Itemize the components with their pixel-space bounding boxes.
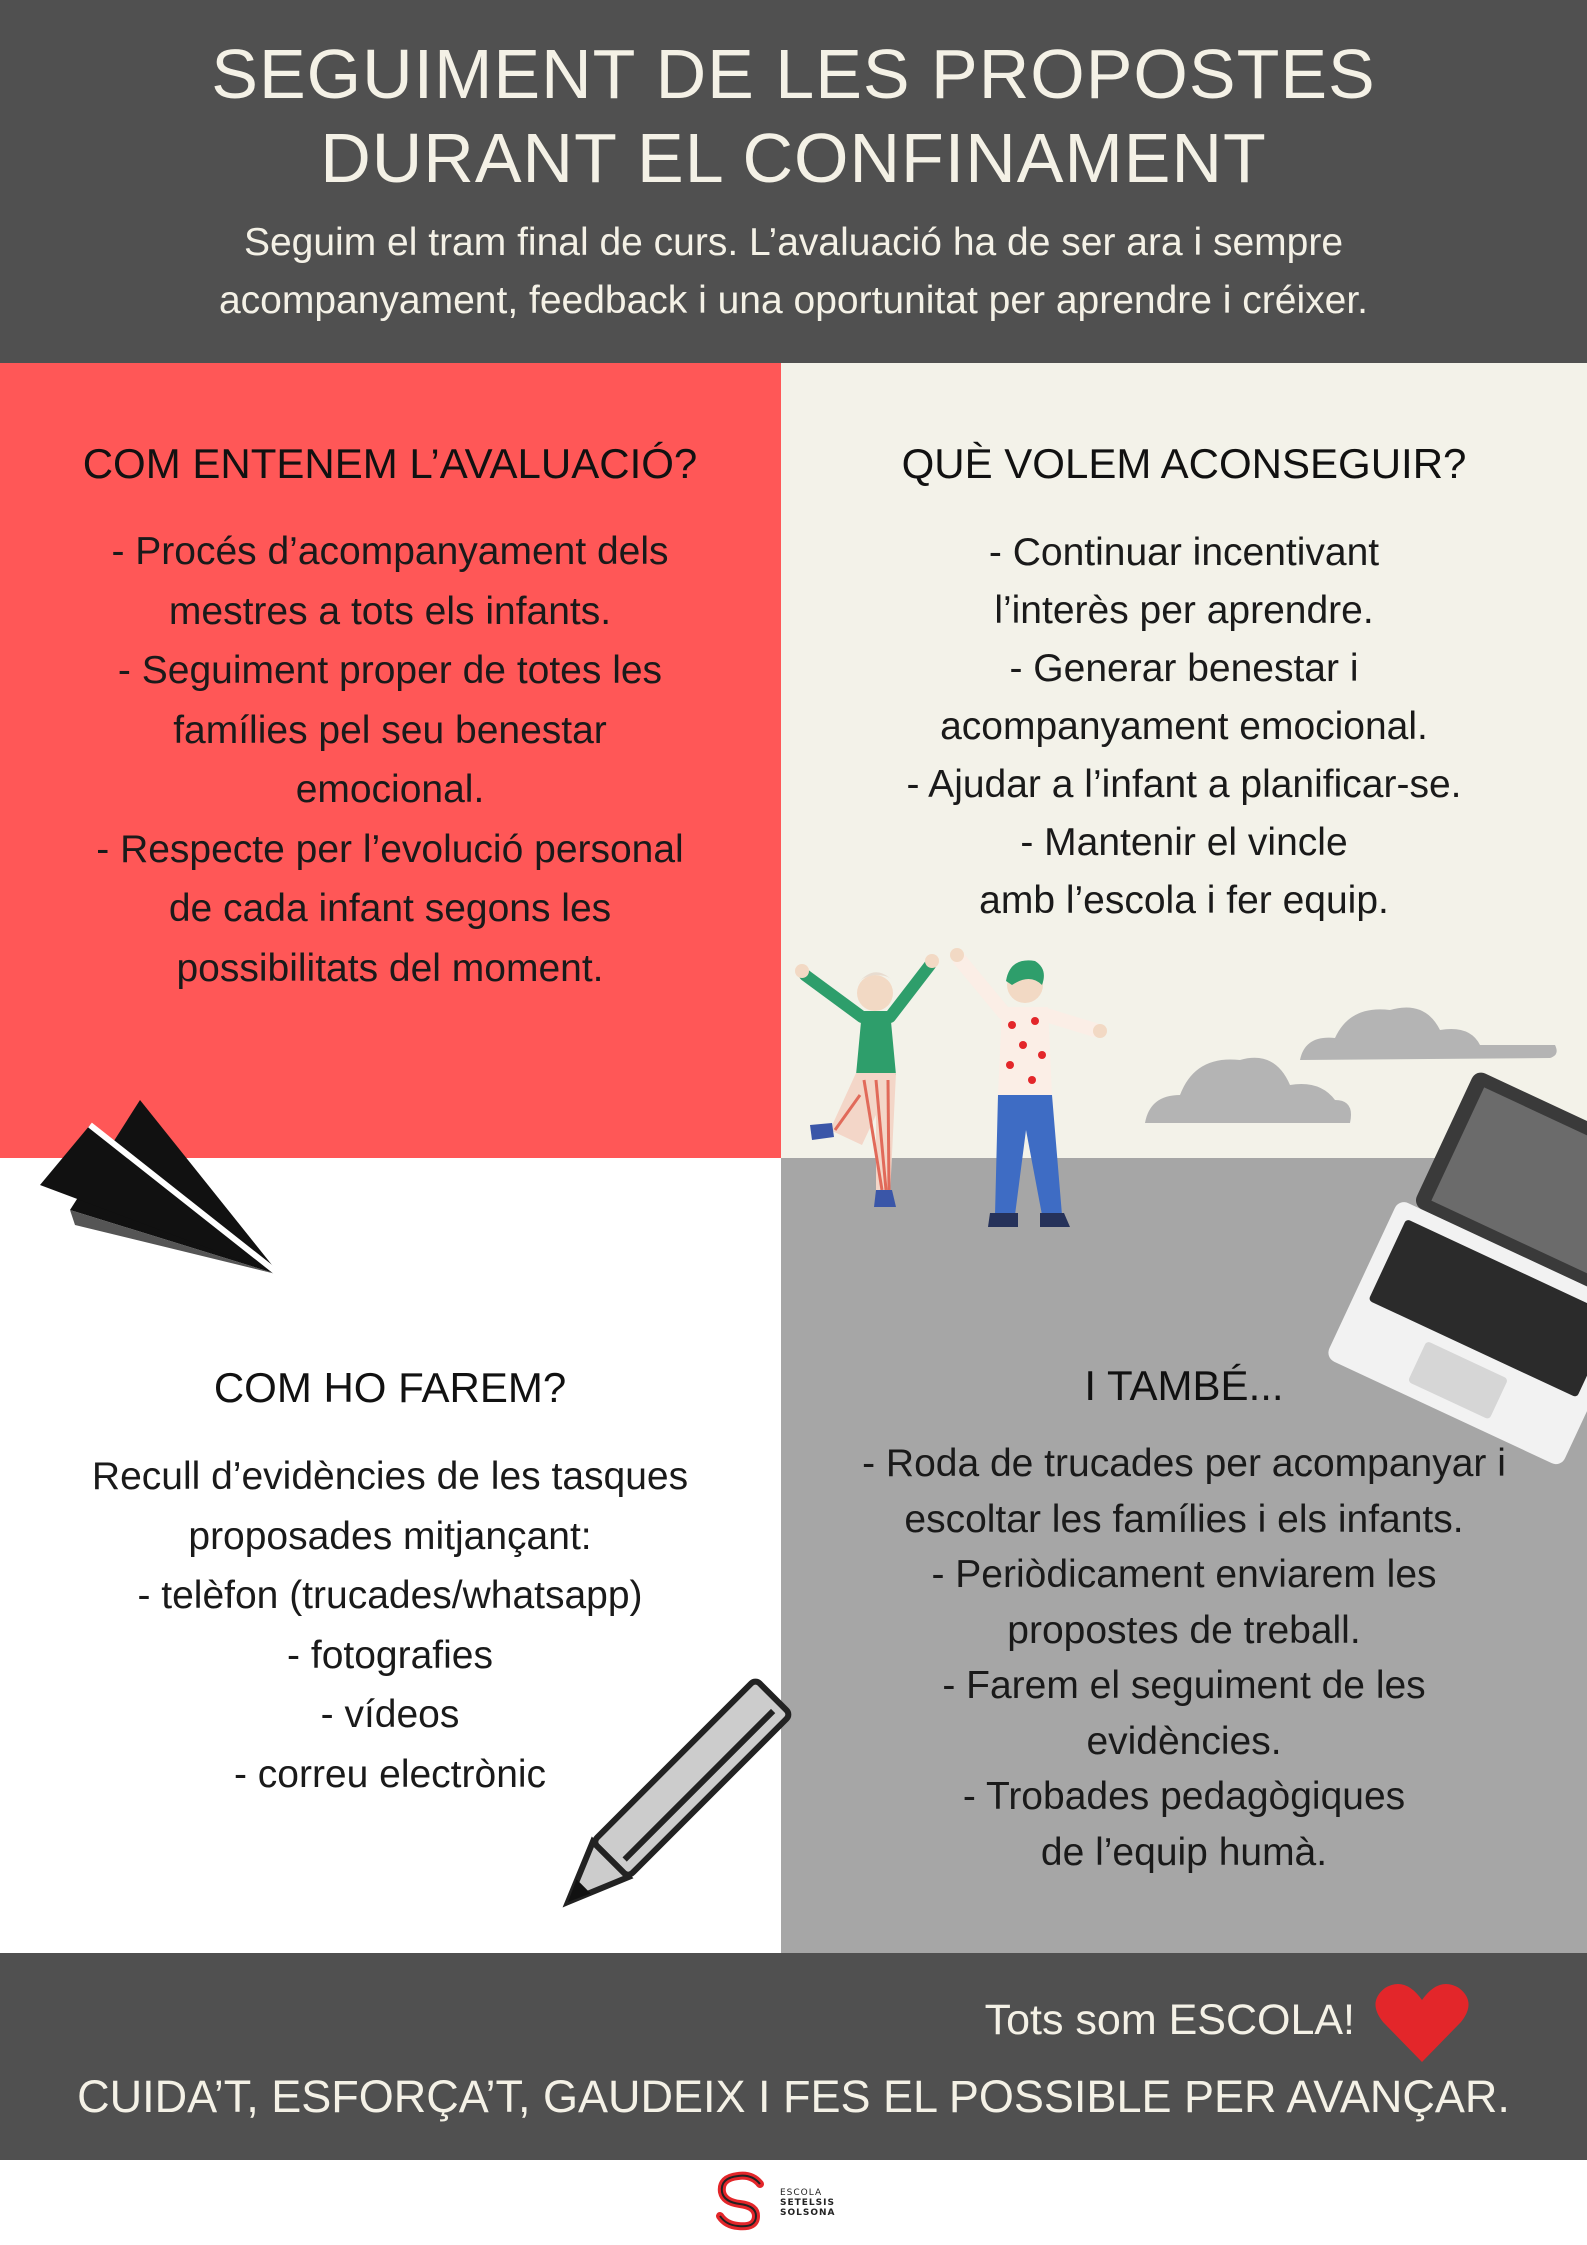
school-logo-text	[780, 2188, 836, 2218]
goals-line: - Mantenir el vincle	[1020, 821, 1348, 864]
evaluation-line: - Procés d’acompanyament dels	[111, 530, 669, 573]
footer-tagline: Tots som ESCOLA!	[984, 1996, 1355, 2044]
how-line: - fotografies	[287, 1633, 493, 1677]
laptop-icon	[1355, 1080, 1587, 1440]
also-line: - Roda de trucades per acompanyar i	[862, 1442, 1506, 1485]
goals-line: - Continuar incentivant	[988, 531, 1380, 574]
also-line: de l’equip humà.	[1040, 1830, 1328, 1874]
evaluation-line: - Seguiment proper de totes les	[117, 649, 663, 692]
evaluation-line: emocional.	[295, 768, 485, 811]
goals-line: - Ajudar a l’infant a planificar-se.	[906, 763, 1462, 806]
page-subtitle	[80, 214, 1507, 330]
subtitle-line-1: Seguim el tram final de curs. L’avaluació ha de ser ara i sempre	[243, 221, 1344, 264]
also-line: - Farem el seguiment de les	[942, 1664, 1426, 1707]
also-line: propostes de treball.	[1007, 1608, 1361, 1652]
paper-plane-icon	[30, 1090, 290, 1280]
page-title	[0, 32, 1587, 200]
footer-motto: CUIDA’T, ESFORÇA’T, GAUDEIX I FES EL POSSIBLE PER AVANÇAR.	[77, 2071, 1510, 2122]
logo-line: ESCOLA	[780, 2188, 823, 2198]
subtitle-line-2: acompanyament, feedback i una oportunitat per aprendre i créixer.	[218, 279, 1368, 322]
goals-line: amb l’escola i fer equip.	[979, 879, 1389, 922]
goals-list	[831, 524, 1537, 930]
people-celebrating-illustration	[790, 945, 1120, 1245]
how-line: Recull d’evidències de les tasques	[91, 1455, 689, 1498]
title-line-2: DURANT EL CONFINAMENT	[320, 119, 1267, 197]
goals-line: acompanyament emocional.	[940, 705, 1428, 748]
also-heading: I TAMBÉ...	[1084, 1362, 1284, 1409]
how-line: - telèfon (trucades/whatsapp)	[137, 1574, 643, 1617]
footer-band	[0, 1953, 1587, 2160]
also-list	[811, 1436, 1557, 1880]
also-line: escoltar les famílies i els infants.	[904, 1497, 1464, 1541]
evaluation-line: famílies pel seu benestar	[173, 708, 607, 752]
school-logo-icon	[712, 2172, 772, 2234]
logo-line: SETELSIS	[780, 2198, 835, 2208]
evaluation-line: possibilitats del moment.	[176, 946, 604, 990]
how-heading: COM HO FAREM?	[213, 1364, 567, 1411]
how-line: - vídeos	[320, 1693, 460, 1736]
how-line: - correu electrònic	[233, 1752, 547, 1796]
evaluation-line: - Respecte per l’evolució personal	[96, 827, 684, 871]
goals-line: - Generar benestar i	[1009, 647, 1359, 690]
evaluation-line: mestres a tots els infants.	[168, 589, 612, 633]
logo-line: SOLSONA	[780, 2208, 836, 2218]
evaluation-list	[40, 522, 740, 998]
how-line: proposades mitjançant:	[188, 1514, 592, 1558]
evaluation-line: de cada infant segons les	[168, 887, 612, 930]
pencil-icon	[550, 1690, 770, 1930]
also-line: evidències.	[1086, 1719, 1282, 1763]
evaluation-heading: COM ENTENEM L’AVALUACIÓ?	[82, 440, 698, 487]
title-line-1: SEGUIMENT DE LES PROPOSTES	[211, 35, 1376, 113]
also-line: - Trobades pedagògiques	[962, 1775, 1406, 1818]
also-line: - Periòdicament enviarem les	[931, 1553, 1437, 1596]
heart-icon	[1375, 1982, 1470, 2067]
goals-line: l’interès per aprendre.	[994, 589, 1374, 632]
goals-heading: QUÈ VOLEM ACONSEGUIR?	[901, 440, 1467, 487]
